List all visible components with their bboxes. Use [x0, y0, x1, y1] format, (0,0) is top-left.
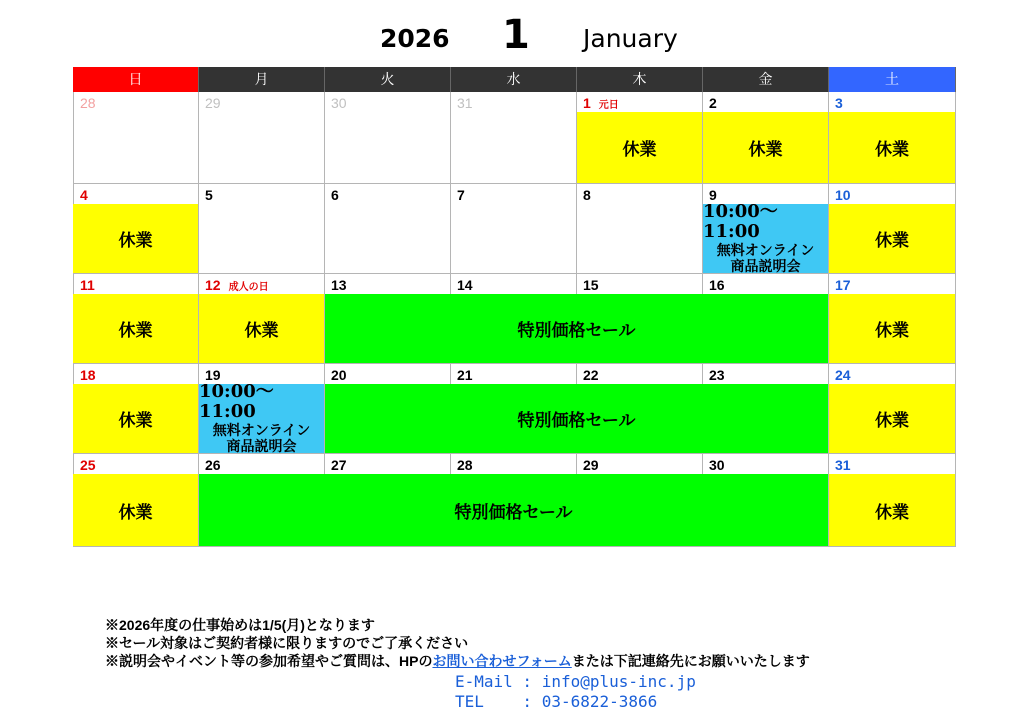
tel-label: TEL : [455, 692, 542, 711]
day-number-text: 23 [709, 367, 725, 383]
holiday-label: 成人の日 [228, 282, 269, 293]
day-cell [199, 92, 325, 184]
sale-band [325, 384, 828, 453]
title-month: 1 [502, 12, 530, 58]
day-number-text: 26 [205, 457, 221, 473]
closed-band-text: 休業 [244, 321, 279, 341]
closed-band [829, 384, 955, 453]
weekday-header: 水 [451, 67, 577, 92]
day-number [835, 277, 851, 293]
day-number [331, 457, 347, 473]
day-number [835, 187, 851, 203]
day-number [457, 277, 473, 293]
day-number-text: 14 [457, 277, 473, 293]
day-number-text: 28 [80, 95, 96, 111]
day-number [205, 95, 221, 111]
note-1: ※2026年度の仕事始めは1/5(月)となります [105, 617, 375, 633]
closed-band [73, 204, 198, 273]
day-number [457, 367, 473, 383]
day-number [331, 277, 347, 293]
weekday-header: 月 [199, 67, 325, 92]
day-number-text: 12 [205, 277, 221, 293]
sale-band [199, 474, 828, 546]
holiday-label: 元日 [598, 100, 619, 111]
day-number-text: 27 [331, 457, 347, 473]
closed-band-text: 休業 [875, 321, 909, 341]
closed-band [829, 204, 955, 273]
day-number-text: 6 [331, 187, 339, 203]
closed-band [829, 112, 955, 183]
closed-band-text: 休業 [875, 140, 909, 160]
day-number-text: 31 [457, 95, 473, 111]
day-number-text: 10 [835, 187, 851, 203]
email-label: E-Mail : [455, 672, 542, 691]
sale-band-text: 特別価格セール [517, 411, 636, 431]
day-number-text: 5 [205, 187, 213, 203]
seminar-text: 商品説明会 [730, 259, 801, 276]
seminar-text: 10:00～11:00 [199, 380, 274, 423]
day-number [709, 457, 725, 473]
closed-band [199, 294, 324, 363]
day-cell [451, 92, 577, 184]
day-number-text: 16 [709, 277, 725, 293]
sale-band-text: 特別価格セール [454, 502, 573, 523]
day-number [80, 367, 96, 383]
day-number [205, 277, 269, 293]
day-number [80, 277, 95, 293]
day-number [205, 187, 213, 203]
day-number-text: 30 [331, 95, 347, 111]
day-number-text: 7 [457, 187, 465, 203]
day-number [205, 457, 221, 473]
day-number [457, 187, 465, 203]
closed-band [703, 112, 828, 183]
day-number [709, 95, 717, 111]
day-number [80, 187, 88, 203]
day-cell [325, 92, 451, 184]
day-number [583, 95, 619, 111]
day-number-text: 17 [835, 277, 851, 293]
day-number [583, 457, 599, 473]
day-number-text: 21 [457, 367, 473, 383]
closed-band [73, 294, 198, 363]
day-number [80, 95, 96, 111]
closed-band-text: 休業 [875, 502, 909, 523]
closed-band-text: 休業 [622, 140, 657, 160]
inquiry-form-link[interactable]: お問い合わせフォーム [432, 653, 572, 669]
weekday-header: 火 [325, 67, 451, 92]
closed-band [73, 384, 198, 453]
day-number-text: 1 [583, 95, 591, 111]
weekday-header: 日 [73, 67, 199, 92]
closed-band [829, 474, 955, 546]
contact-email-row [455, 672, 696, 692]
day-number-text: 15 [583, 277, 599, 293]
day-number-text: 8 [583, 187, 591, 203]
day-number-text: 22 [583, 367, 599, 383]
day-number [835, 457, 851, 473]
day-number-text: 4 [80, 187, 88, 203]
closed-band-text: 休業 [118, 502, 153, 523]
seminar-band [199, 380, 324, 456]
contact-tel-row [455, 692, 696, 712]
note-3-pre: ※説明会やイベント等の参加希望やご質問は、HPの [105, 653, 433, 669]
closed-band [577, 112, 702, 183]
note-2: ※セール対象はご契約者様に限りますのでご了承ください [105, 635, 469, 651]
calendar-title [0, 10, 1024, 60]
day-cell [199, 184, 325, 274]
day-cell [451, 184, 577, 274]
closed-band-text: 休業 [118, 321, 153, 341]
day-number [583, 277, 599, 293]
day-cell [325, 184, 451, 274]
note-3-post: または下記連絡先にお願いいたします [571, 653, 810, 669]
day-number-text: 28 [457, 457, 473, 473]
closed-band-text: 休業 [875, 411, 909, 431]
day-number [835, 367, 851, 383]
contact-info [455, 672, 696, 712]
day-number [331, 95, 347, 111]
closed-band-text: 休業 [118, 231, 153, 251]
day-number-text: 3 [835, 95, 843, 111]
title-year: 2026 [380, 24, 450, 53]
day-number [835, 95, 843, 111]
calendar-grid [73, 67, 956, 615]
day-cell [577, 184, 703, 274]
closed-band [73, 474, 198, 546]
weekday-header: 金 [703, 67, 829, 92]
day-number [583, 367, 599, 383]
seminar-text: 無料オンライン [212, 423, 311, 440]
tel-value[interactable]: 03-6822-3866 [541, 692, 658, 711]
weekday-header: 土 [829, 67, 956, 92]
sale-band [325, 294, 828, 363]
day-number [80, 457, 96, 473]
day-number-text: 31 [835, 457, 851, 473]
day-number-text: 30 [709, 457, 725, 473]
day-number [709, 277, 725, 293]
day-number-text: 19 [205, 367, 221, 383]
day-number-text: 2 [709, 95, 717, 111]
note-3 [105, 652, 810, 670]
day-number-text: 25 [80, 457, 96, 473]
day-number [457, 457, 473, 473]
closed-band [829, 294, 955, 363]
notes [105, 616, 810, 670]
day-number [331, 367, 347, 383]
closed-band-text: 休業 [118, 411, 153, 431]
seminar-text: 無料オンライン [716, 243, 815, 260]
weekday-header: 木 [577, 67, 703, 92]
sale-band-text: 特別価格セール [517, 321, 636, 341]
day-number-text: 20 [331, 367, 347, 383]
day-number-text: 11 [80, 277, 95, 293]
closed-band-text: 休業 [748, 140, 783, 160]
day-number [331, 187, 339, 203]
day-number-text: 24 [835, 367, 851, 383]
seminar-text: 10:00～11:00 [703, 200, 778, 243]
seminar-band [703, 200, 828, 276]
day-number [583, 187, 591, 203]
title-month-name: January [583, 24, 678, 53]
email-value[interactable]: info@plus-inc.jp [541, 672, 696, 691]
closed-band-text: 休業 [875, 231, 909, 251]
day-number-text: 13 [331, 277, 347, 293]
day-number [709, 367, 725, 383]
day-number-text: 9 [709, 187, 717, 203]
day-number-text: 29 [583, 457, 599, 473]
seminar-text: 商品説明会 [226, 439, 297, 456]
day-number-text: 18 [80, 367, 96, 383]
day-number-text: 29 [205, 95, 221, 111]
day-cell [73, 92, 199, 184]
day-number [457, 95, 473, 111]
